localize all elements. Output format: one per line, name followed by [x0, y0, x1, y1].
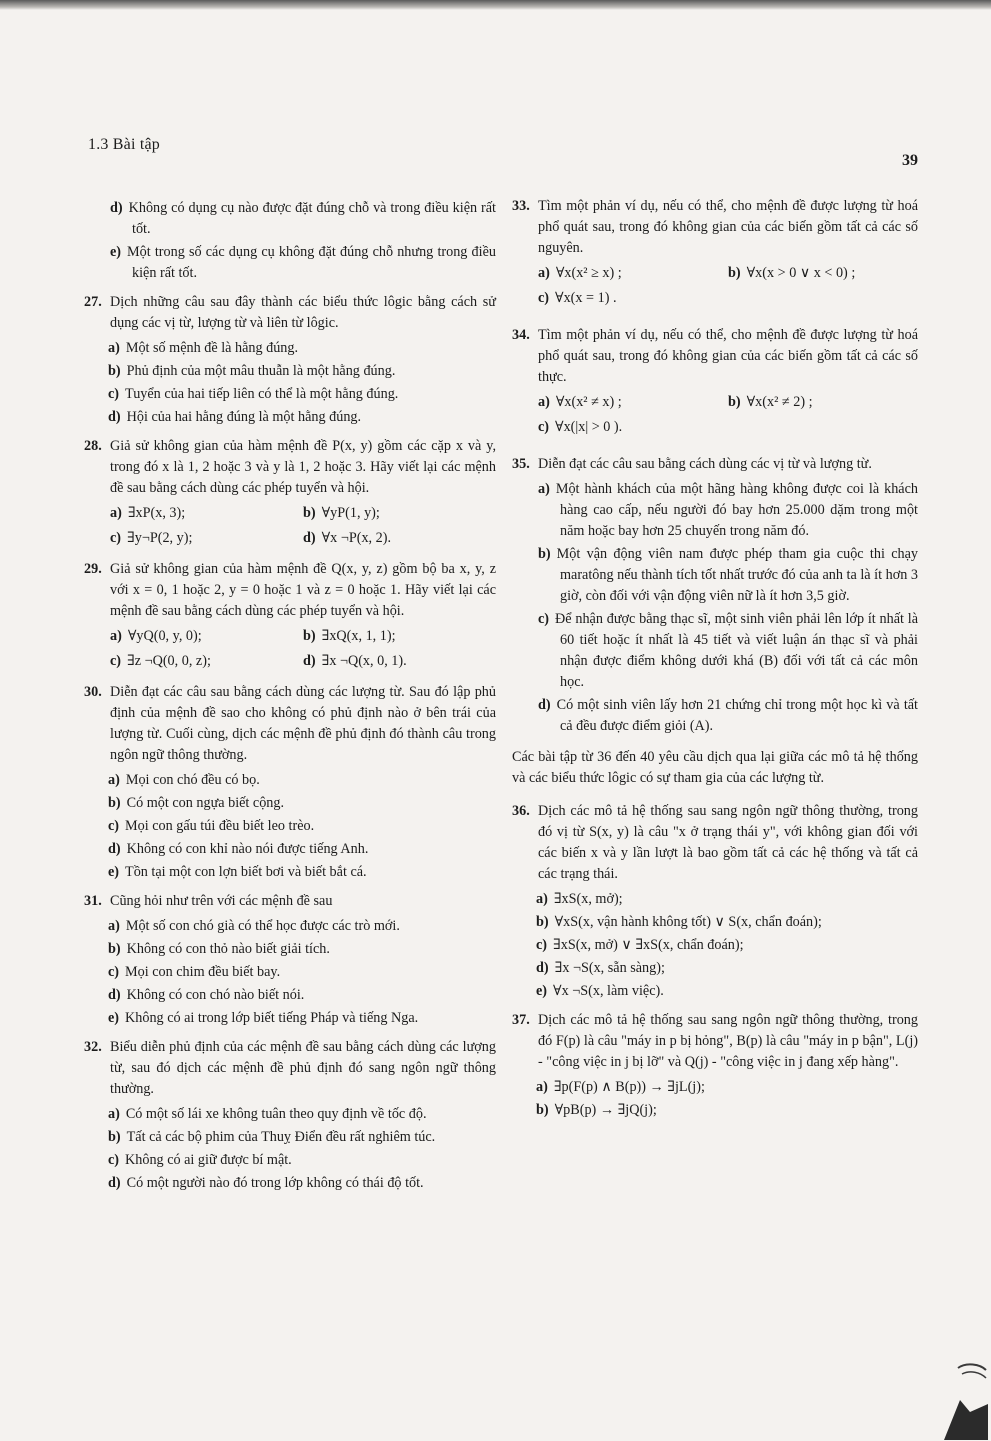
ex28-item-c: c) ∃y¬P(2, y);: [110, 530, 193, 546]
ex31-item-d: d) Không có con chó nào biết nói.: [108, 987, 305, 1003]
ex32-item-c: c) Không có ai giữ được bí mật.: [108, 1152, 292, 1168]
exercise-30: 30. Diễn đạt các câu sau bằng cách dùng các lượng từ. Sau đó lập phủ định của mệnh đề sao cho không có phủ định nào ở bên trái của lượng từ. Cuối cùng, dịch các mệnh đề phủ định đó thành câu trong ngôn ngữ thông thường.: [84, 684, 496, 763]
ex36-item-d: d) ∃x ¬S(x, sẵn sàng);: [536, 960, 665, 976]
ex30-item-c: c) Mọi con gấu túi đều biết leo trèo.: [108, 818, 315, 834]
ex29-item-d: d) ∃x ¬Q(x, 0, 1).: [303, 653, 407, 669]
ex36-item-b: b) ∀xS(x, vận hành không tốt) ∨ S(x, chẩn đoán);: [536, 914, 822, 930]
ex33-item-b: b) ∀x(x > 0 ∨ x < 0) ;: [728, 265, 856, 281]
ex31-item-e: e) Không có ai trong lớp biết tiếng Pháp và tiếng Nga.: [108, 1010, 419, 1026]
ex34-empty-cell: [728, 417, 918, 438]
ex36-item-c: c) ∃xS(x, mở) ∨ ∃xS(x, chẩn đoán);: [536, 937, 744, 953]
section-header: 1.3 Bài tập: [88, 136, 160, 153]
exercise-29: 29. Giả sử không gian của hàm mệnh đề Q(x, y, z) gồm bộ ba x, y, z với x = 0, 1 hoặc 2, y = 0 hoặc 1 và z = 0 hoặc 1. Hãy viết lại các mệnh đề sau bằng cách dùng các phép tuyển và hội.: [84, 561, 496, 619]
ex33-item-a: a) ∀x(x² ≥ x) ;: [538, 265, 622, 281]
ex32-item-a: a) Có một số lái xe không tuân theo quy định về tốc độ.: [108, 1106, 427, 1122]
corner-sketch-icon: [940, 1360, 988, 1440]
ex31-item-c: c) Mọi con chim đều biết bay.: [108, 964, 281, 980]
ex33-row-2: [538, 288, 918, 309]
exercise-32: 32. Biểu diễn phủ định của các mệnh đề sau bằng cách dùng các lượng từ, sau đó dịch các mệnh đề phủ định đó sang ngôn ngữ thông thường.: [84, 1039, 496, 1097]
page-number: 39: [902, 152, 918, 169]
ex36-item-e: e) ∀x ¬S(x, làm việc).: [536, 983, 664, 999]
exercise-37: 37. Dịch các mô tả hệ thống sau sang ngôn ngữ thông thường, trong đó F(p) là câu "máy in p bị hỏng", B(p) là câu "máy in p bận", L(j) - "công việc in j bị lỡ" và Q(j) - "công việc in j đang xếp hàng".: [512, 1012, 918, 1070]
ex30-item-e: e) Tồn tại một con lợn biết bơi và biết bắt cá.: [108, 864, 367, 880]
exercise-31: 31. Cũng hỏi như trên với các mệnh đề sau: [84, 893, 333, 909]
ex35-item-c: c) Để nhận được bằng thạc sĩ, một sinh viên phải lên lớp ít nhất là 60 tiết hoặc ít nhất là 45 tiết và viết luận án thạc sĩ và phải nhận được điểm không dưới khá (B) đối với tất cả các môn học.: [538, 611, 918, 690]
ex36-item-a: a) ∃xS(x, mở);: [536, 891, 623, 907]
ex35-item-b: b) Một vận động viên nam được phép tham gia cuộc thi chạy maratông nếu thành tích tốt nhất trước đó của anh ta là ít hơn 3 giờ, còn đối với vận động viên nữ là ít hơn 3,5 giờ.: [538, 546, 918, 604]
ex31-item-b: b) Không có con thỏ nào biết giải tích.: [108, 941, 330, 957]
ex30-item-a: a) Mọi con chó đều có bọ.: [108, 772, 260, 788]
ex29-row-2: [110, 651, 496, 672]
ex27-item-c: c) Tuyển của hai tiếp liên có thể là một hằng đúng.: [108, 386, 399, 402]
ex32-item-b: b) Tất cả các bộ phim của Thuỵ Điển đều rất nghiêm túc.: [108, 1129, 436, 1145]
exercise-note: Các bài tập từ 36 đến 40 yêu cầu dịch qua lại giữa các mô tả hệ thống và các biểu thức lôgic có sự tham gia của các lượng từ.: [512, 749, 918, 786]
ex28-row-1: [110, 503, 496, 524]
ex33-empty-cell: [728, 288, 918, 309]
ex28-item-b: b) ∀yP(1, y);: [303, 505, 380, 521]
exercise-35: 35. Diễn đạt các câu sau bằng cách dùng các vị từ và lượng từ.: [512, 456, 872, 472]
ex32-item-d: d) Có một người nào đó trong lớp không có thái độ tốt.: [108, 1175, 424, 1191]
ex33-item-c: c) ∀x(x = 1) .: [538, 290, 617, 306]
exercise-36: 36. Dịch các mô tả hệ thống sau sang ngôn ngữ thông thường, trong đó vị từ S(x, y) là câu "x ở trạng thái y", với không gian đối với các biến x và y lần lượt là bao gồm tất cả các hệ thống và tất cả các trạng thái.: [512, 803, 918, 882]
ex28-item-a: a) ∃xP(x, 3);: [110, 505, 186, 521]
ex34-row-2: [538, 417, 918, 438]
exercise-28: 28. Giả sử không gian của hàm mệnh đề P(x, y) gồm các cặp x và y, trong đó x là 1, 2 hoặc 3 và y là 1, 2 hoặc 3. Hãy viết lại các mệnh đề sau bằng cách dùng các phép tuyển và hội.: [84, 438, 496, 496]
left-column: [84, 196, 496, 1196]
ex30-item-b: b) Có một con ngựa biết cộng.: [108, 795, 285, 811]
right-column: [512, 196, 918, 1123]
exercise-27: 27. Dịch những câu sau đây thành các biểu thức lôgic bằng cách sử dụng các vị từ, lượng từ và liên từ lôgic.: [84, 294, 496, 331]
ex35-item-d: d) Có một sinh viên lấy hơn 21 chứng chỉ trong một học kì và tất cả đều được điểm giỏi (A).: [538, 697, 918, 734]
ex27-item-d: d) Hội của hai hằng đúng là một hằng đúng.: [108, 409, 362, 425]
ex33-row-1: [538, 263, 918, 284]
ex28-item-d: d) ∀x ¬P(x, 2).: [303, 530, 391, 546]
exercise-33: 33. Tìm một phản ví dụ, nếu có thể, cho mệnh đề được lượng từ hoá phổ quát sau, trong đó không gian của các biến gồm tất cả các số nguyên.: [512, 198, 918, 256]
ex29-item-c: c) ∃z ¬Q(0, 0, z);: [110, 653, 211, 669]
ex26-item-e: e) Một trong số các dụng cụ không đặt đúng chỗ nhưng trong điều kiện rất tốt.: [110, 244, 496, 281]
ex26-item-d: d) Không có dụng cụ nào được đặt đúng chỗ và trong điều kiện rất tốt.: [110, 200, 496, 237]
ex29-item-a: a) ∀yQ(0, y, 0);: [110, 628, 202, 644]
ex37-item-a: a) ∃p(F(p) ∧ B(p)) → ∃jL(j);: [536, 1079, 705, 1095]
ex29-item-b: b) ∃xQ(x, 1, 1);: [303, 628, 396, 644]
ex34-row-1: [538, 392, 918, 413]
ex30-item-d: d) Không có con khỉ nào nói được tiếng Anh.: [108, 841, 369, 857]
ex35-item-a: a) Một hành khách của một hãng hàng không được coi là khách hàng cao cấp, nếu người đó bay hơn 25.000 dặm trong một năm hoặc bay hơn 25 chuyến trong năm đó.: [538, 481, 918, 539]
ex27-item-b: b) Phủ định của một mâu thuẫn là một hằng đúng.: [108, 363, 396, 379]
exercise-34: 34. Tìm một phản ví dụ, nếu có thể, cho mệnh đề được lượng từ hoá phổ quát sau, trong đó không gian của các biến gồm tất cả các số thực.: [512, 327, 918, 385]
ex27-item-a: a) Một số mệnh đề là hằng đúng.: [108, 340, 299, 356]
ex34-item-a: a) ∀x(x² ≠ x) ;: [538, 394, 622, 410]
ex37-item-b: b) ∀pB(p) → ∃jQ(j);: [536, 1102, 657, 1118]
ex28-row-2: [110, 528, 496, 549]
ex31-item-a: a) Một số con chó già có thể học được các trò mới.: [108, 918, 400, 934]
scan-top-edge: [0, 0, 991, 10]
ex34-item-b: b) ∀x(x² ≠ 2) ;: [728, 394, 813, 410]
ex34-item-c: c) ∀x(|x| > 0 ).: [538, 419, 623, 435]
ex29-row-1: [110, 626, 496, 647]
